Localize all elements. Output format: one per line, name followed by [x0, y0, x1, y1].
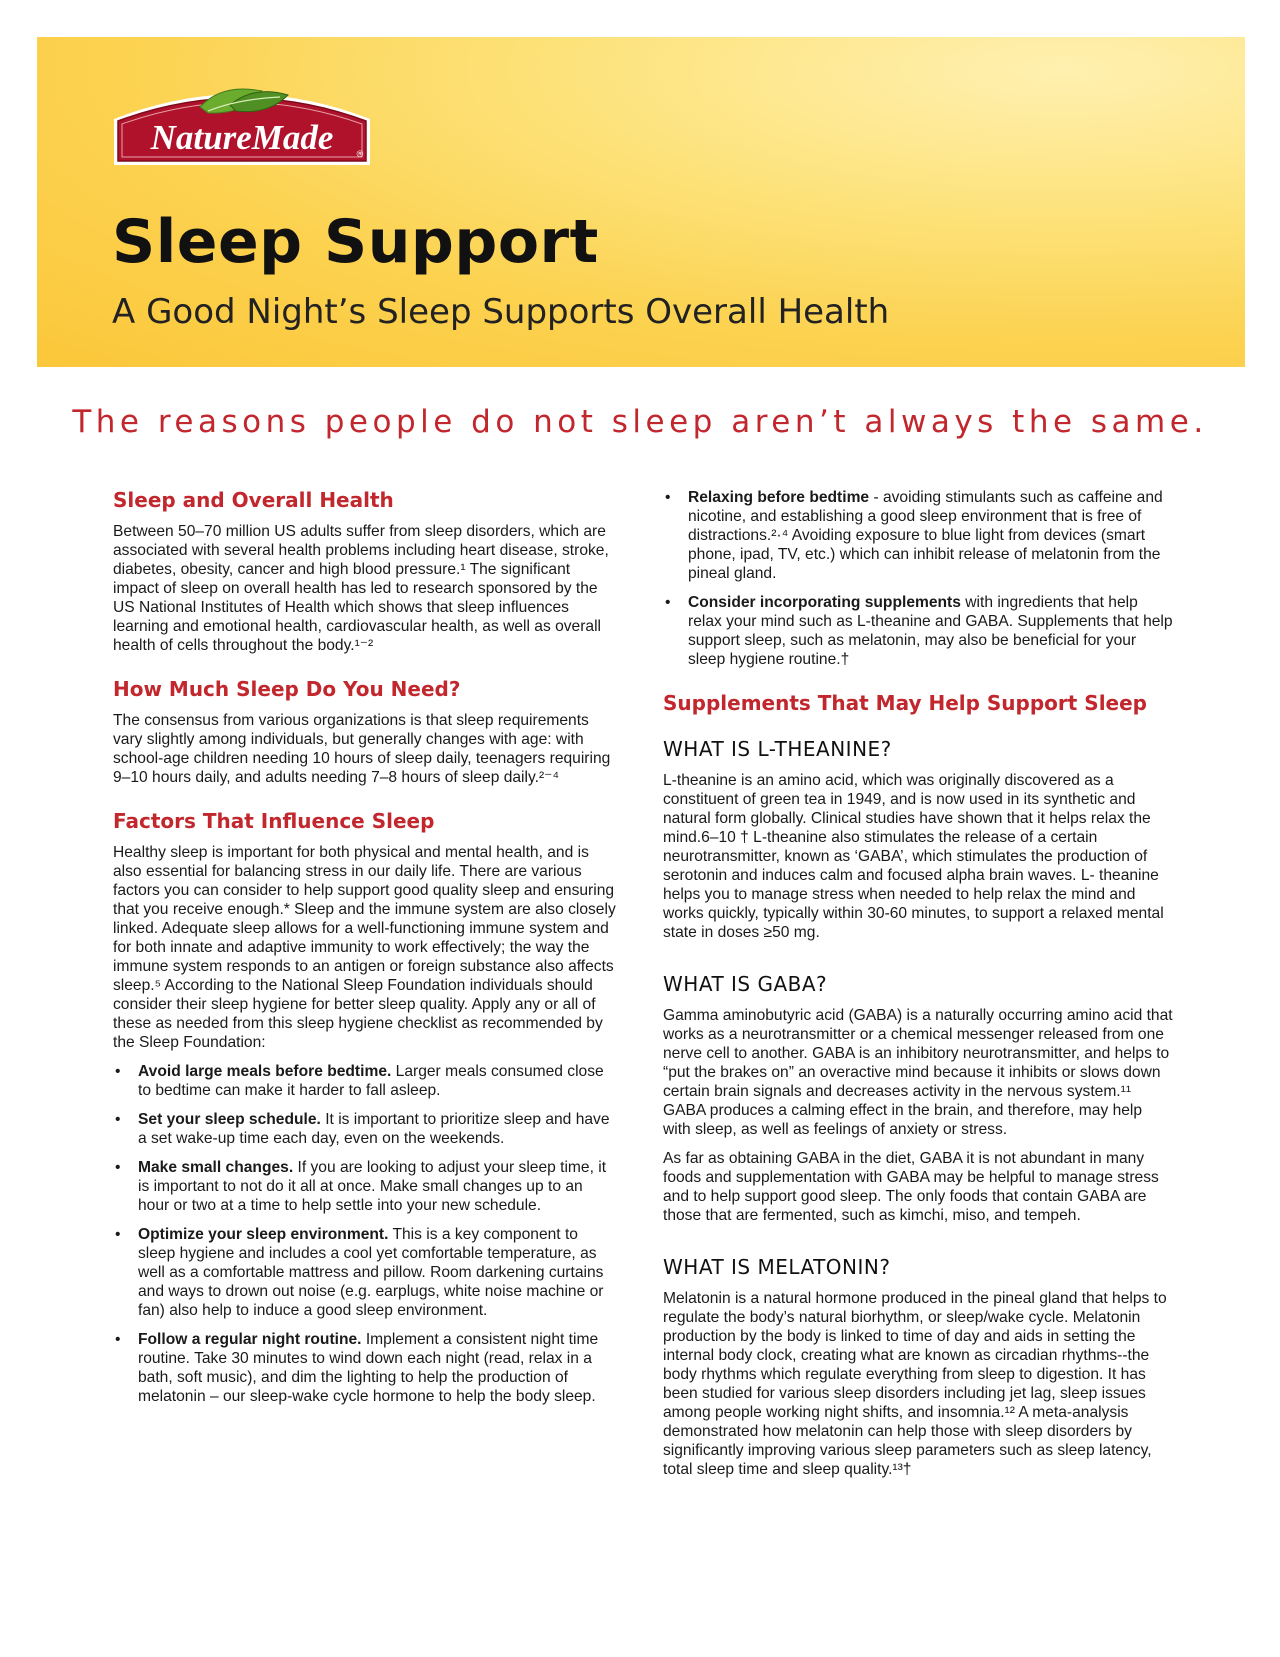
section-body-factors: Healthy sleep is important for both physical and mental health, and is also essential for balancing stress in our daily life. There are various factors you can consider to help support good quality sleep and ensuring that you receive enough.* Sleep and the immune system are also closely linked. Adequate sleep allows for a well-functioning immune system and for both innate and adaptive immunity to work effectively; the way the immune system responds to an antigen or foreign substance also affects sleep.⁵ According to the National Sleep Foundation individuals should consider their sleep hygiene for better sleep quality. Apply any or all of these as needed from this sleep hygiene checklist as recommended by the Sleep Foundation:	[113, 844, 616, 1051]
svg-text:®: ®	[356, 149, 364, 159]
header-banner	[37, 37, 1245, 367]
section-heading-supplements: Supplements That May Help Support Sleep	[663, 691, 1147, 715]
tagline: The reasons people do not sleep aren’t always the same.	[72, 404, 1208, 440]
question-heading-gaba: WHAT IS GABA?	[663, 972, 828, 996]
page-title: Sleep Support	[112, 207, 599, 277]
list-item: • Optimize your sleep environment. This is a key component to sleep hygiene and includes a cool yet comfortable temperature, as well as a comfortable mattress and pillow. Room darkening curtains and ways to drown out noise (e.g. earplugs, white noise machine or fan) also help to induce a good sleep environment.	[113, 1225, 618, 1320]
list-item: • Set your sleep schedule. It is important to prioritize sleep and have a set wake-up time each day, even on the weekends.	[113, 1110, 618, 1148]
list-item: • Avoid large meals before bedtime. Larger meals consumed close to bedtime can make it harder to fall asleep.	[113, 1062, 618, 1100]
section-body-sleep-health: Between 50–70 million US adults suffer from sleep disorders, which are associated with several health problems including heart disease, stroke, diabetes, obesity, cancer and high blood pressure.¹ The significant impact of sleep on overall health has led to research sponsored by the US National Institutes of Health which shows that sleep influences learning and emotional health, cardiovascular health, as well as overall health of cells throughout the body.¹⁻²	[113, 523, 609, 654]
nature-made-logo	[112, 77, 372, 167]
question-heading-l-theanine: WHAT IS L-THEANINE?	[663, 737, 892, 761]
list-item: • Make small changes. If you are looking to adjust your sleep time, it is important to not do it all at once. Make small changes up to an hour or two at a time to help settle into your new schedule.	[113, 1158, 618, 1215]
list-item: • Consider incorporating supplements with ingredients that help relax your mind such as L-theanine and GABA. Supplements that help support sleep, such as melatonin, may also be beneficial for your sleep hygiene routine.†	[663, 593, 1173, 669]
list-item: • Follow a regular night routine. Implement a consistent night time routine. Take 30 minutes to wind down each night (read, relax in a bath, soft music), and dim the lighting to help the production of melatonin – our sleep-wake cycle hormone to help the body sleep.	[113, 1330, 618, 1406]
right-column	[663, 488, 1173, 1489]
question-heading-melatonin: WHAT IS MELATONIN?	[663, 1255, 891, 1279]
body-melatonin: Melatonin is a natural hormone produced in the pineal gland that helps to regulate the body’s natural biorhythm, or sleep/wake cycle. Melatonin production by the body is linked to time of day and aids in setting the internal body clock, creating what are known as circadian rhythms--the body rhythms which regulate everything from sleep to digestion. It has been studied for various sleep disorders including jet lag, sleep issues among people working night shifts, and insomnia.¹² A meta-analysis demonstrated how melatonin can help those with sleep disorders by significantly improving various sleep parameters such as sleep latency, total sleep time and sleep quality.¹³†	[663, 1290, 1167, 1478]
section-body-how-much-sleep: The consensus from various organizations is that sleep requirements vary slightly among individuals, but generally changes with age: with school-age children needing 10 hours of sleep daily, teenagers requiring 9–10 hours daily, and adults needing 7–8 hours of sleep daily.²⁻⁴	[113, 712, 611, 786]
left-column	[113, 488, 618, 1416]
section-heading-how-much-sleep: How Much Sleep Do You Need?	[113, 677, 461, 701]
page-subtitle: A Good Night’s Sleep Supports Overall Health	[112, 292, 890, 332]
body-gaba-1: Gamma aminobutyric acid (GABA) is a naturally occurring amino acid that works as a neurotransmitter or a chemical messenger released from one nerve cell to another. GABA is an inhibitory neurotransmitter, and helps to “put the brakes on” an overactive mind because it inhibits or slows down certain brain signals and decreases activity in the nervous system.¹¹ GABA produces a calming effect in the brain, and therefore, may help with sleep, as well as feelings of anxiety or stress.	[663, 1007, 1173, 1138]
sleep-hygiene-checklist-continued	[663, 488, 1173, 669]
logo-text: NatureMade	[150, 118, 334, 157]
body-gaba-2: As far as obtaining GABA in the diet, GABA it is not abundant in many foods and supplementation with GABA may be helpful to manage stress and to help support good sleep. The only foods that contain GABA are those that are fermented, such as kimchi, miso, and tempeh.	[663, 1150, 1159, 1224]
sleep-hygiene-checklist	[113, 1062, 618, 1406]
section-heading-factors: Factors That Influence Sleep	[113, 809, 435, 833]
body-l-theanine: L-theanine is an amino acid, which was originally discovered as a constituent of green tea in 1949, and is now used in its synthetic and natural form globally. Clinical studies have shown that it helps relax the mind.6–10 † L-theanine also stimulates the release of a certain neurotransmitter, known as ‘GABA’, which stimulates the production of serotonin and induces calm and focused alpha brain waves. L- theanine helps you to manage stress when needed to help relax the mind and works quickly, typically within 30-60 minutes, to support a relaxed mental state in doses ≥50 mg.	[663, 772, 1164, 941]
list-item: • Relaxing before bedtime - avoiding stimulants such as caffeine and nicotine, and establishing a good sleep environment that is free of distractions.²·⁴ Avoiding exposure to blue light from devices (smart phone, ipad, TV, etc.) which can inhibit release of melatonin from the pineal gland.	[663, 488, 1173, 583]
section-heading-sleep-health: Sleep and Overall Health	[113, 488, 394, 512]
